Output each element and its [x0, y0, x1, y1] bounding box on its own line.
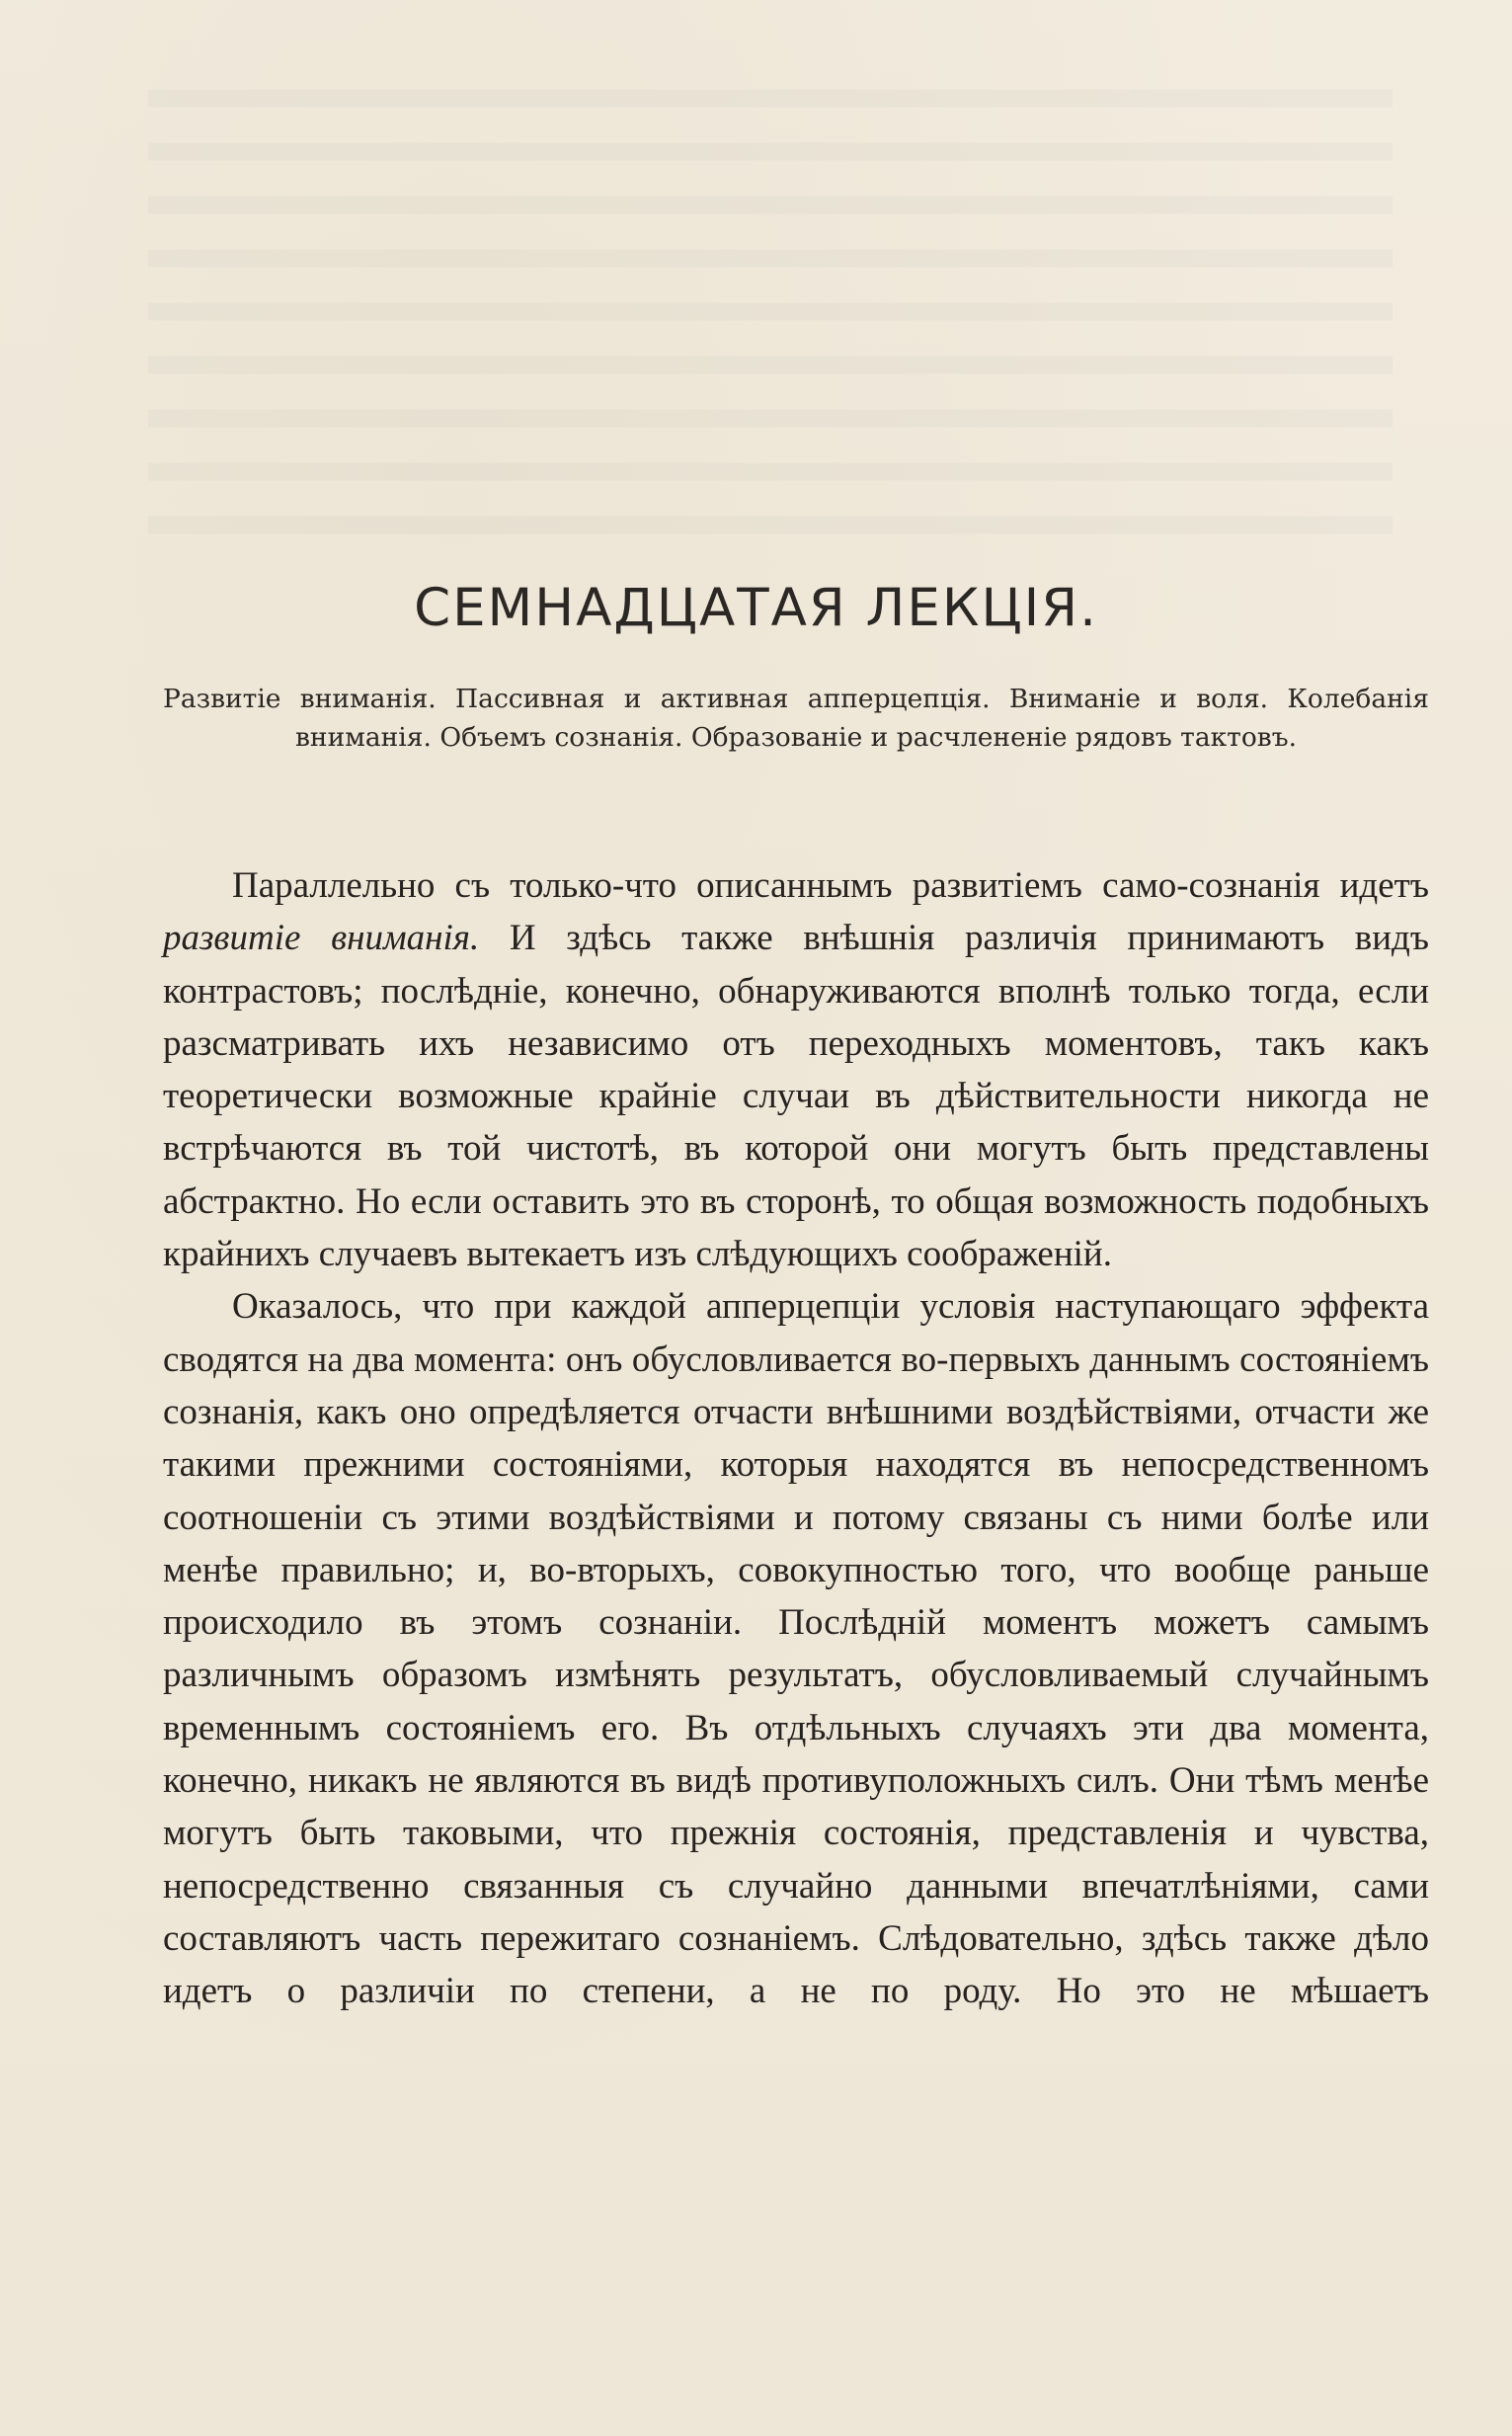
paragraph-2: Оказалось, что при каждой апперцепціи условія наступающаго эффекта сводятся на два момента: онъ обусловливается во-первыхъ даннымъ состояніемъ сознанія, какъ оно опредѣляется отчасти внѣшними воздѣйствіями, отчасти же такими прежними состояніями, которыя находятся въ непосредственномъ соотношеніи съ этими воздѣйствіями и потому связаны съ ними болѣе или менѣе правильно; и, во-вторыхъ, совокупностью того, что вообще раньше происходило въ этомъ сознаніи. Послѣдній моментъ можетъ самымъ различнымъ образомъ измѣнять результатъ, обусловливаемый случайнымъ временнымъ состояніемъ его. Въ отдѣльныхъ случаяхъ эти два момента, конечно, никакъ не являются въ видѣ противуположныхъ силъ. Они тѣмъ менѣе могутъ быть таковыми, что прежнія состоянія, представленія и чувства, непосредственно связанныя съ случайно данными впечатлѣніями, сами составляютъ часть пережитаго сознаніемъ. Слѣдовательно, здѣсь также дѣло идетъ о различіи по степени, а не по роду. Но это не мѣшаетъ: [163, 1286, 1429, 2012]
body-text: [163, 859, 1429, 2018]
paragraph-1-rest: И здѣсь также внѣшнія различія принимаютъ видъ контрастовъ; послѣдніе, конечно, обнаруживаются вполнѣ только тогда, если разсматривать ихъ независимо отъ переходныхъ моментовъ, такъ какъ теоретически возможные крайніе случаи въ дѣйствительности никогда не встрѣчаются въ той чистотѣ, въ которой они могутъ быть представлены абстрактно. Но если оставить это въ сторонѣ, то общая возможность подобныхъ крайнихъ случаевъ вытекаетъ изъ слѣдующихъ соображеній.: [163, 918, 1429, 1275]
paragraph-1-start: Параллельно съ только-что описаннымъ развитіемъ само-сознанія идетъ: [232, 865, 1429, 906]
chapter-summary: Развитіе вниманія. Пассивная и активная апперцепція. Вниманіе и воля. Колебанія вниманія. Объемъ сознанія. Образованіе и расчлененіе рядовъ тактовъ.: [163, 684, 1429, 753]
emphasized-term: развитіе вниманія.: [163, 918, 480, 959]
paragraph-1: [163, 859, 1429, 1280]
show-through-from-previous-page: [148, 59, 1393, 553]
chapter-title: СЕМНАДЦАТАЯ ЛЕКЦІЯ.: [414, 578, 1098, 638]
